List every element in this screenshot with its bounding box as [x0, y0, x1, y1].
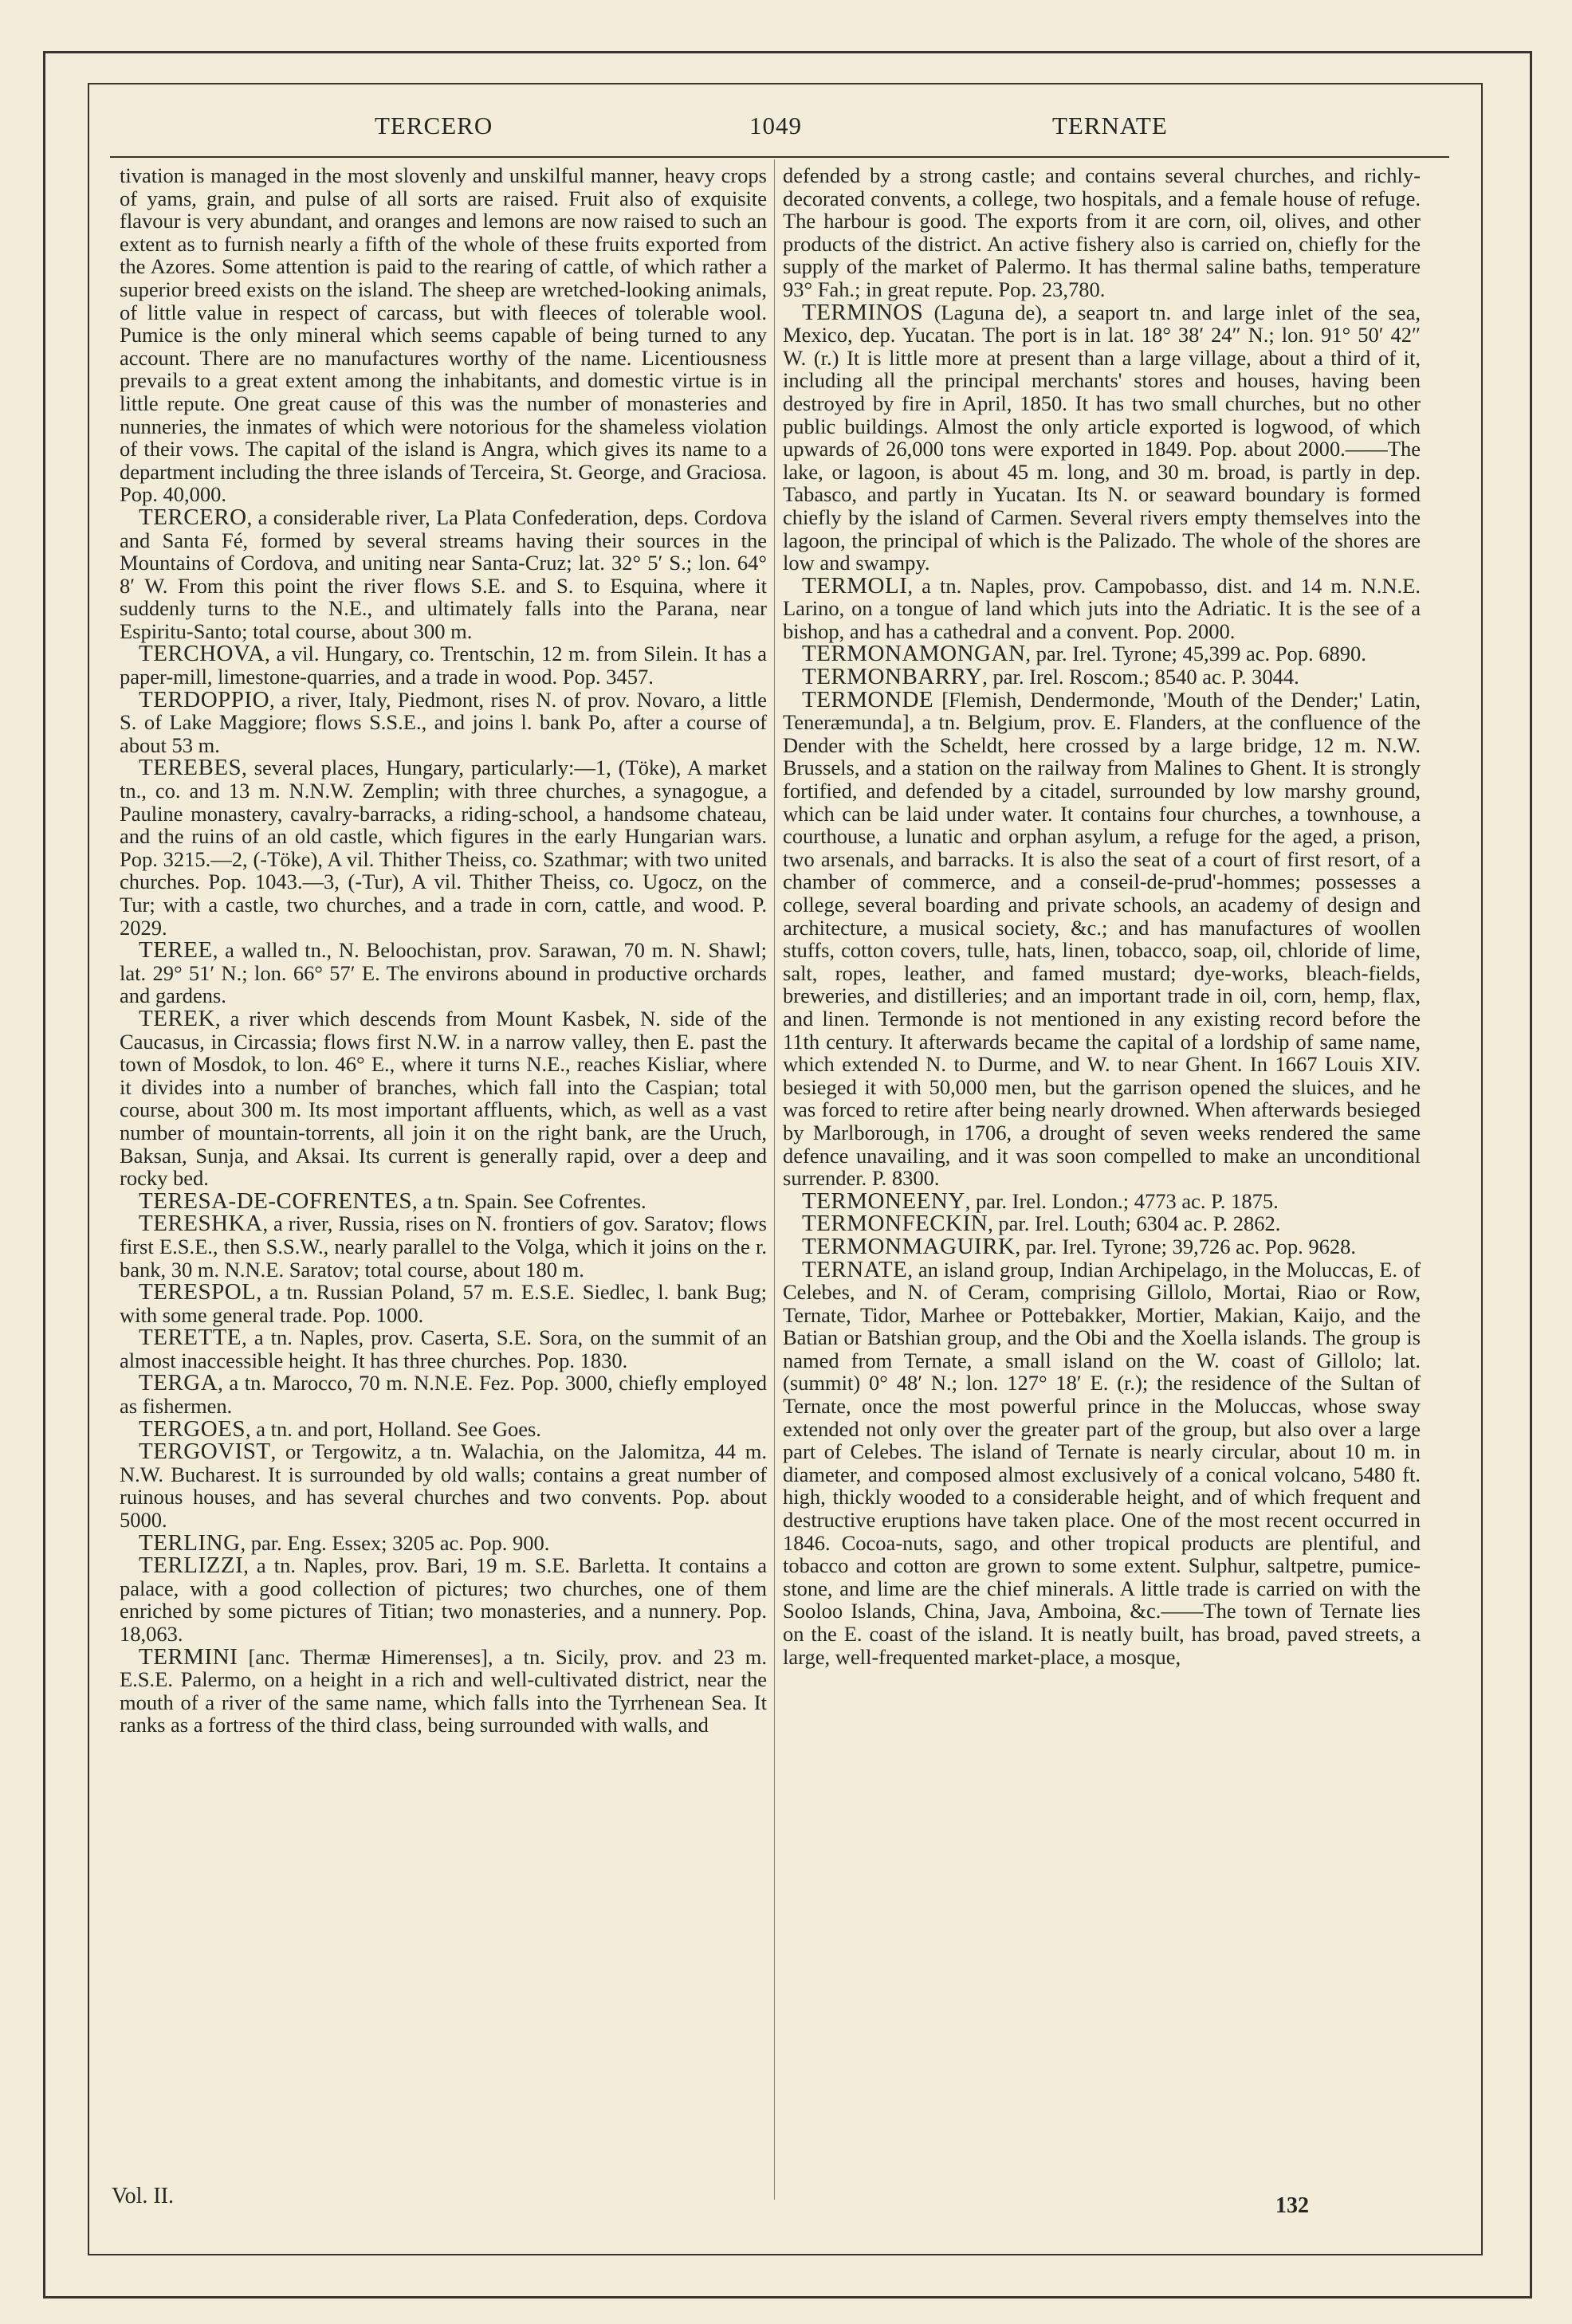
entry-headword: TERGOES	[139, 1415, 246, 1442]
gazetteer-entry	[120, 939, 767, 1007]
header-right-word: TERNATE	[1052, 112, 1168, 139]
gazetteer-entry	[783, 301, 1421, 575]
gazetteer-entry	[783, 1212, 1421, 1235]
continued-paragraph: tivation is managed in the most slovenly and unskilful manner, heavy crops of yams, grain, and pulse of all sorts are raised. Fruit also of exquisite flavour is very abundant, and oranges and lemons are now raised to such an extent as to furnish nearly a fifth of the whole of these fruits exported from the Azores. Some attention is paid to the rearing of cattle, of which rather a superior breed exists on the island. The sheep are wretched-looking animals, of little value in respect of carcass, but with fleeces of tolerable wool. Pumice is the only mineral which seems capable of being turned to any account. There are no manufactures worthy of the name. Licentiousness prevails to a great extent among the inhabitants, and domestic virtue is in little repute. One great cause of this was the number of monasteries and nunneries, the inmates of which were notorious for the shameless violation of their vows. The capital of the island is Angra, which gives its name to a department including the three islands of Terceira, St. George, and Graciosa. Pop. 40,000.	[120, 164, 767, 507]
gazetteer-entry	[783, 665, 1421, 689]
entry-text: , a river which descends from Mount Kasbek, N. side of the Caucasus, in Circassia; flows first N.W. in a narrow valley, then E. past the town of Mosdok, to lon. 46° E., where it turns N.E., reaches Kisliar, where it divides into a number of branches, which fall into the Caspian; total course, about 300 m. Its most important affluents, which, as well as a vast number of mountain-torrents, all join it on the right bank, are the Uruch, Baksan, Sunja, and Aksai. Its current is generally rapid, over a deep and rocky bed.	[120, 1006, 767, 1191]
gazetteer-entry	[120, 1372, 767, 1417]
entry-headword: TERMONBARRY	[802, 664, 983, 690]
entry-text: (Laguna de), a seaport tn. and large inlet of the sea, Mexico, dep. Yucatan. The port is in lat. 18° 38′ 24″ N.; lon. 91° 50′ 42″ W. (r.) It is little more at present than a large village, about a third of it, including all the principal merchants' stores and houses, having been destroyed by fire in April, 1850. It has two small churches, but no other public buildings. Almost the only article exported is logwood, of which upwards of 26,000 tons were exported in 1849. Pop. about 2000.——The lake, or lagoon, is about 45 m. long, and 30 m. broad, is partly in dep. Tabasco, and partly in Yucatan. Its N. or seaward boundary is formed chiefly by the island of Carmen. Several rivers empty themselves into the lagoon, the principal of which is the Palizado. The whole of the shores are low and swampy.	[783, 300, 1421, 575]
entry-text: , a river, Russia, rises on N. frontiers of gov. Saratov; flows first E.S.E., then S.S.W., nearly parallel to the Volga, which it joins on the r. bank, 30 m. N.N.E. Saratov; total course, about 180 m.	[120, 1211, 767, 1282]
entry-text: , par. Irel. Roscom.; 8540 ac. P. 3044.	[982, 665, 1299, 689]
entry-headword: TEREBES	[139, 755, 242, 781]
gazetteer-entry	[783, 1235, 1421, 1258]
entry-text: , par. Irel. Louth; 6304 ac. P. 2862.	[988, 1211, 1281, 1236]
entry-text: [Flemish, Dendermonde, 'Mouth of the Dender;' Latin, Teneræmunda], a tn. Belgium, prov. E. Flanders, at the confluence of the Dender with the Scheldt, here crossed by a large bridge, 12 m. N.W. Brussels, and a station on the railway from Malines to Ghent. It is strongly fortified, and defended by a citadel, surrounded by low marshy ground, which can be laid under water. It contains four churches, a townhouse, a courthouse, a lunatic and orphan asylum, a refuge for the aged, a prison, two arsenals, and barracks. It is also the seat of a court of first resort, of a chamber of commerce, and a conseil-de-prud'-hommes; possesses a college, several boarding and private schools, an academy of design and architecture, a musical society, &c.; and has manufactures of woollen stuffs, cotton covers, tulle, hats, linen, tobacco, soap, oil, chloride of lime, salt, ropes, leather, and famed mustard; dye-works, bleach-fields, breweries, and distilleries; and an important trade in oil, corn, hemp, flax, and linen. Termonde is not mentioned in any existing record before the 11th century. It afterwards became the capital of a lordship of same name, which extended N. to Durme, and W. to near Ghent. In 1667 Louis XIV. besieged it with 50,000 men, but the garrison opened the sluices, and he was forced to retire after being nearly drowned. When afterwards besieged by Marlborough, in 1706, a drought of seven weeks rendered the same defence unavailing, and it was soon compelled to make an unconditional surrender. P. 8300.	[783, 687, 1421, 1191]
gazetteer-entry	[783, 572, 1421, 643]
gazetteer-entry	[120, 1281, 767, 1326]
page-number: 1049	[749, 112, 802, 139]
entry-text: , an island group, Indian Archipelago, in the Moluccas, E. of Celebes, and N. of Ceram, comprising Gillolo, Mortai, Riao or Row, Ternate, Tidor, Marhee or Pottebakker, Mortier, Makian, Kaijo, and the Batian or Batshian group, and the Obi and the Xoella islands. The group is named from Ternate, a small island on the W. coast of Gillolo; lat. (summit) 0° 48′ N.; lon. 127° 18′ E. (r.); the residence of the Sultan of Ternate, once the most powerful prince in the Moluccas, whose sway extended not only over the greater part of the group, but also over a large part of Celebes. The island of Ternate is nearly circular, about 10 m. in diameter, and composed almost exclusively of a conical volcano, 5480 ft. high, thickly wooded to a considerable height, and of which frequent and destructive eruptions have taken place. One of the most recent occurred in 1846. Cocoa-nuts, sago, and other tropical products are plentiful, and tobacco and cotton are grown to some extent. Sulphur, saltpetre, pumice-stone, and lime are the chief minerals. A little trade is carried on with the Sooloo Islands, China, Java, Amboina, &c.——The town of Ternate lies on the E. coast of the island. It is neatly built, has broad, paved streets, a large, well-frequented market-place, a mosque,	[783, 1257, 1421, 1669]
entry-headword: TERLING	[139, 1529, 241, 1556]
entry-text: , par. Irel. Tyrone; 45,399 ac. Pop. 6890.	[1025, 642, 1366, 666]
gazetteer-entry	[120, 756, 767, 939]
entry-text: [anc. Thermæ Himerenses], a tn. Sicily, prov. and 23 m. E.S.E. Palermo, on a height in a rich and well-cultivated district, near the mouth of a river of the same name, which falls into the Tyrrhenean Sea. It ranks as a fortress of the third class, being surrounded with walls, and	[120, 1644, 767, 1737]
column-divider	[774, 159, 775, 2200]
gazetteer-entry	[120, 686, 767, 757]
entry-headword: TERLIZZI	[139, 1553, 244, 1579]
entry-headword: TERMONAMONGAN	[802, 641, 1026, 667]
left-column	[120, 164, 767, 2216]
entry-headword: TERMONFECKIN	[802, 1211, 988, 1237]
entry-headword: TERMONMAGUIRK	[802, 1233, 1016, 1259]
entry-text: , a vil. Hungary, co. Trentschin, 12 m. from Silein. It has a paper-mill, limestone-quarries, and a trade in wood. Pop. 3457.	[120, 642, 767, 689]
gazetteer-entry	[120, 1212, 767, 1281]
gazetteer-entry	[120, 642, 767, 688]
gazetteer-entry	[783, 1190, 1421, 1213]
running-header	[120, 112, 1427, 150]
gazetteer-entry	[120, 1529, 767, 1556]
entry-headword: TERGA	[139, 1370, 218, 1396]
entry-text: , a considerable river, La Plata Confederation, deps. Cordova and Santa Fé, formed by several streams having their sources in the Mountains of Cordova, and uniting near Santa-Cruz; lat. 32° 5′ S.; lon. 64° 8′ W. From this point the river flows S.E. and S. to Esquina, where it suddenly turns to the N.E., and ultimately falls into the Parana, near Espiritu-Santo; total course, about 300 m.	[120, 504, 767, 643]
entry-headword: TERCHOVA	[139, 641, 265, 667]
gazetteer-entry	[120, 506, 767, 643]
entry-headword: TERNATE	[802, 1256, 908, 1282]
gazetteer-entry	[120, 1415, 767, 1442]
entry-text: , several places, Hungary, particularly:—1, (Töke), A market tn., co. and 13 m. N.N.W. Zemplin; with three churches, a synagogue, a Pauline monastery, cavalry-barracks, a riding-school, a handsome chateau, and the ruins of an old castle, which figures in the early Hungarian wars. Pop. 3215.—2, (-Töke), A vil. Thither Theiss, co. Szathmar; with two united churches. Pop. 1043.—3, (-Tur), A vil. Thither Theiss, co. Ugocz, on the Tur; with a castle, two churches, and a trade in corn, cattle, and wood. P. 2029.	[120, 756, 767, 940]
gazetteer-entry	[120, 1643, 767, 1737]
gazetteer-entry	[783, 686, 1421, 1191]
header-rule	[110, 156, 1449, 158]
gazetteer-entry	[120, 1007, 767, 1190]
entry-headword: TERDOPPIO	[139, 686, 270, 713]
entry-headword: TERMONEENY	[802, 1188, 965, 1214]
entry-headword: TERGOVIST	[139, 1439, 271, 1465]
volume-signature: Vol. II.	[112, 2184, 175, 2208]
entry-headword: TERETTE	[139, 1325, 242, 1351]
entry-text: , a tn. Naples, prov. Bari, 19 m. S.E. Barletta. It contains a palace, with a good collection of pictures; two churches, one of them enriched by some pictures of Titian; two monasteries, and a nunnery. Pop. 18,063.	[120, 1553, 767, 1646]
entry-text: , a river, Italy, Piedmont, rises N. of prov. Novaro, a little S. of Lake Maggiore; flows S.S.E., and joins l. bank Po, after a course of about 53 m.	[120, 687, 767, 757]
entry-headword: TERESA-DE-COFRENTES	[139, 1188, 412, 1214]
entry-headword: TERCERO	[139, 504, 247, 530]
gazetteer-entry	[783, 642, 1421, 665]
entry-text: , a tn. Marocco, 70 m. N.N.E. Fez. Pop. 3000, chiefly employed as fishermen.	[120, 1371, 767, 1419]
entry-text: , or Tergowitz, a tn. Walachia, on the Jalomitza, 44 m. N.W. Bucharest. It is surrounded by old walls; contains a great number of ruinous houses, and has several churches and two convents. Pop. about 5000.	[120, 1439, 767, 1533]
entry-text: , par. Irel. London.; 4773 ac. P. 1875.	[965, 1188, 1279, 1213]
header-left-word: TERCERO	[375, 112, 493, 139]
entry-text: , a tn. Naples, prov. Caserta, S.E. Sora, on the summit of an almost inaccessible height. It has three churches. Pop. 1830.	[120, 1325, 767, 1372]
gazetteer-entry	[120, 1440, 767, 1531]
entry-text: , a tn. Naples, prov. Campobasso, dist. and 14 m. N.N.E. Larino, on a tongue of land which juts into the Adriatic. It is the see of a bishop, and has a cathedral and a convent. Pop. 2000.	[783, 573, 1421, 643]
entry-text: , a walled tn., N. Beloochistan, prov. Sarawan, 70 m. N. Shawl; lat. 29° 51′ N.; lon. 66° 57′ E. The environs abound in productive orchards and gardens.	[120, 938, 767, 1008]
gazetteer-entry	[783, 1258, 1421, 1669]
entry-headword: TERMONDE	[802, 686, 934, 713]
entry-text: , a tn. Russian Poland, 57 m. E.S.E. Siedlec, l. bank Bug; with some general trade. Pop. 1000.	[120, 1280, 767, 1327]
gazetteer-entry	[120, 1190, 767, 1213]
entry-text: , par. Eng. Essex; 3205 ac. Pop. 900.	[240, 1530, 550, 1555]
right-column	[783, 164, 1421, 2216]
sheet-signature: 132	[1275, 2193, 1309, 2218]
entry-text: , a tn. Spain. See Cofrentes.	[412, 1188, 646, 1213]
entry-headword: TERMOLI	[802, 572, 908, 599]
continued-paragraph: defended by a strong castle; and contains several churches, and richly-decorated convents, a college, two hospitals, and a female house of refuge. The harbour is good. The exports from it are corn, oil, olives, and other products of the district. An active fishery also is carried on, chiefly for the supply of the market of Palermo. It has thermal saline baths, temperature 93° Fah.; in great repute. Pop. 23,780.	[783, 164, 1421, 301]
entry-headword: TEREE	[139, 937, 213, 964]
entry-headword: TEREK	[139, 1005, 215, 1031]
entry-headword: TERESPOL	[139, 1279, 257, 1305]
entry-headword: TERMINOS	[802, 299, 924, 325]
entry-text: , a tn. and port, Holland. See Goes.	[246, 1416, 541, 1441]
entry-text: , par. Irel. Tyrone; 39,726 ac. Pop. 9628.	[1015, 1234, 1356, 1258]
entry-headword: TERESHKA	[139, 1211, 263, 1237]
gazetteer-entry	[120, 1554, 767, 1645]
entry-headword: TERMINI	[139, 1643, 238, 1670]
gazetteer-entry	[120, 1326, 767, 1372]
